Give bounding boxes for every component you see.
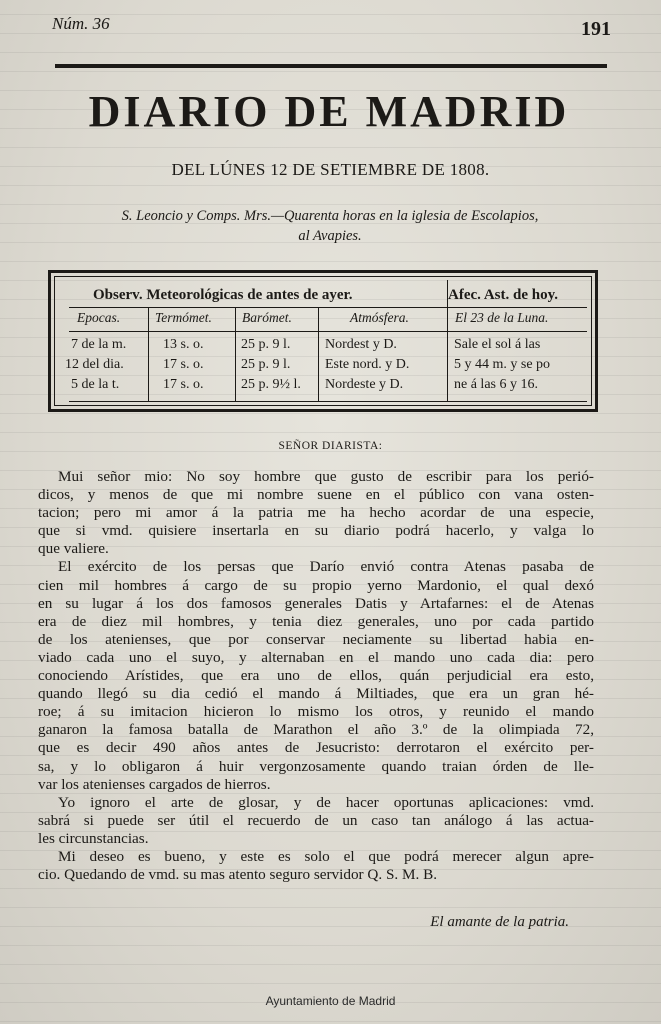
text-line: dicos, y menos de que mi nombre suene en el público con vana osten-	[38, 486, 594, 504]
text-line: de los atenienses, que por conservar neciamente su libertad habia en-	[38, 630, 594, 648]
col-header-barometro: Barómet.	[242, 310, 292, 325]
text-line: tacion; pero mi amor á la patria me ha hecho acordar de una especie,	[38, 504, 594, 522]
date-line: DEL LÚNES 12 DE SETIEMBRE DE 1808.	[171, 160, 490, 179]
cell-termometro: 13 s. o.	[163, 337, 204, 352]
text-line: cio. Quedando de vmd. su mas atento seguro servidor Q. S. M. B.	[38, 866, 438, 884]
text-line: El exército de los persas que Darío envió contra Atenas pasaba de	[58, 558, 594, 576]
archive-credit: Ayuntamiento de Madrid	[265, 994, 396, 1008]
cell-atmosfera: Nordeste y D.	[325, 377, 404, 392]
col-header-termometro: Termómet.	[155, 310, 212, 325]
cell-termometro: 17 s. o.	[163, 377, 204, 392]
cell-luna: Sale el sol á las	[454, 337, 541, 352]
page-number: 191	[581, 18, 611, 40]
cell-barometro: 25 p. 9 l.	[241, 337, 291, 352]
meteo-rule-1	[69, 307, 587, 308]
cell-barometro: 25 p. 9½ l.	[241, 377, 301, 392]
meteo-rule-2	[69, 331, 587, 332]
text-line: quando llegó su dia cedió el mando á Miltiades, que era un gran hé-	[38, 685, 594, 703]
letter-signature: El amante de la patria.	[430, 914, 569, 930]
text-line: les circunstancias.	[38, 829, 149, 847]
meteo-rule-3	[69, 401, 587, 402]
cell-epoca: 12 del dia.	[65, 357, 124, 372]
saints-line-1: S. Leoncio y Comps. Mrs.—Quarenta horas en la iglesia de Escolapios,	[121, 208, 539, 224]
text-line: ganaron la famosa batalla de Marathon el año 3.º de la olimpiada 72,	[38, 721, 594, 739]
col-header-luna: El 23 de la Luna.	[455, 310, 549, 325]
text-line: Yo ignoro el arte de glosar, y de hacer oportunas aplicaciones: vmd.	[58, 793, 594, 811]
col-header-atmosfera: Atmósfera.	[350, 310, 409, 325]
meteo-col-divider	[148, 307, 149, 401]
meteo-col-divider	[318, 307, 319, 401]
meteo-col-divider	[235, 307, 236, 401]
text-line: que es decir 490 años antes de Jesucristo: derrotaron el exército per-	[38, 739, 594, 757]
text-line: var los atenienses cargados de hierros.	[38, 775, 271, 793]
text-line: era de diez mil hombres, y tenia diez generales, uno por cada partido	[38, 612, 594, 630]
cell-luna: ne á las 6 y 16.	[454, 377, 538, 392]
text-line: que si vmd. quisiere insertarla en su diario podrá hacerlo, y valga lo	[38, 522, 594, 540]
issue-number: Núm. 36	[52, 14, 110, 33]
text-line: sa, y lo obligaron á huir vergonzosamente quando traian órden de lle-	[38, 757, 594, 775]
saints-line	[60, 206, 600, 246]
cell-atmosfera: Este nord. y D.	[325, 357, 410, 372]
meteo-col-divider	[447, 280, 448, 401]
cell-luna: 5 y 44 m. y se po	[454, 357, 551, 372]
saints-line-2: al Avapies.	[298, 228, 362, 244]
text-line: cien mil hombres á cargo de su propio yerno Mardonio, el qual dexó	[38, 576, 594, 594]
cell-atmosfera: Nordest y D.	[325, 337, 397, 352]
letter-salutation: SEÑOR DIARISTA:	[278, 440, 383, 452]
cell-barometro: 25 p. 9 l.	[241, 357, 291, 372]
text-line: en su lugar á los dos famosos generales Datis y Artafarnes: el de Atenas	[38, 594, 594, 612]
meteorological-table-inner	[54, 276, 592, 406]
masthead-title: DIARIO DE MADRID	[88, 87, 570, 136]
text-line: conociendo Arístides, que era uno de ellos, quán perjudicial era esto,	[38, 667, 594, 685]
meteorological-table	[48, 270, 598, 412]
header-rule	[55, 64, 607, 68]
text-line: viado cada uno el suyo, y alternaban en el mando uno cada dia: pero	[38, 648, 594, 666]
text-line: sabrá si puede ser útil el recuerdo de un caso tan análogo á las actua-	[38, 811, 594, 829]
text-line: que valiere.	[38, 540, 109, 558]
cell-epoca: 5 de la t.	[71, 377, 120, 392]
text-line: Mi deseo es bueno, y este es solo el que podrá merecer algun apre-	[58, 847, 594, 865]
astro-title: Afec. Ast. de hoy.	[448, 287, 558, 303]
col-header-epocas: Epocas.	[77, 310, 121, 325]
meteo-title: Observ. Meteorológicas de antes de ayer.	[93, 287, 353, 303]
cell-epoca: 7 de la m.	[71, 337, 127, 352]
cell-termometro: 17 s. o.	[163, 357, 204, 372]
text-line: Mui señor mio: No soy hombre que gusto de escribir para los perió-	[58, 468, 594, 485]
letter-body	[38, 468, 594, 884]
text-line: roe; á su imitacion hicieron lo mismo los otros, y reunido el mando	[38, 703, 594, 721]
